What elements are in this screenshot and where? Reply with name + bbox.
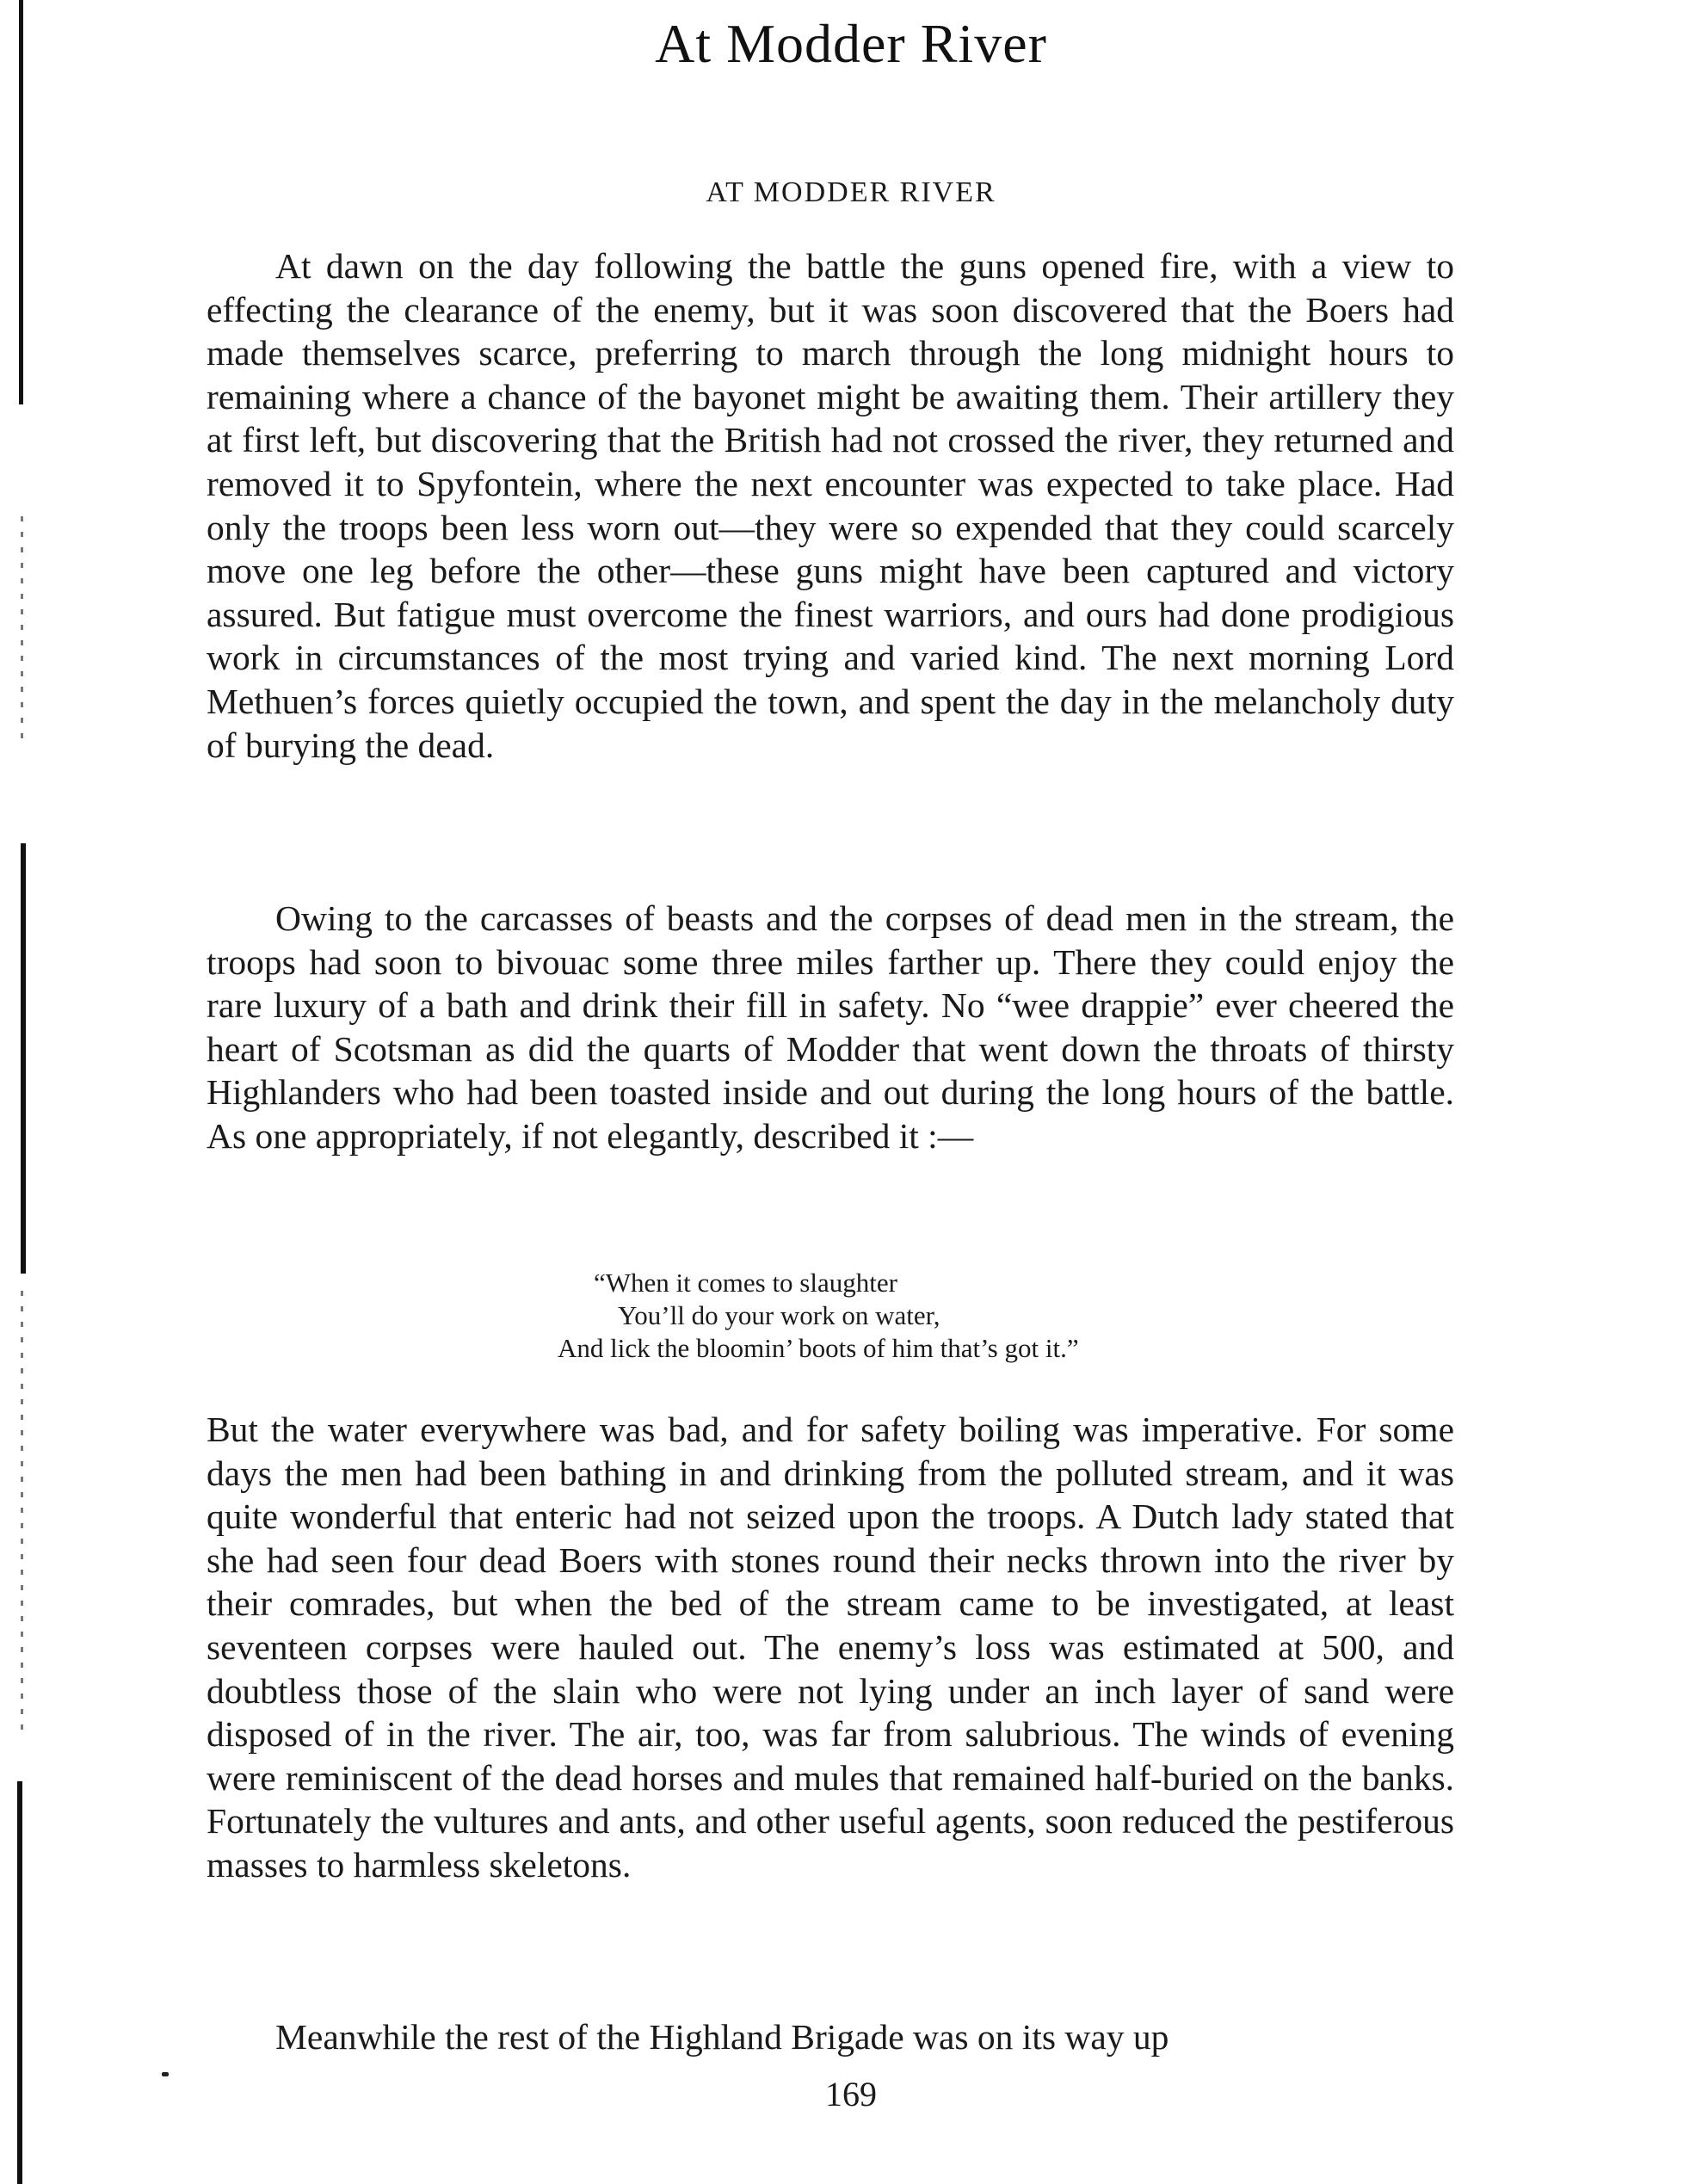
verse-line: “When it comes to slaughter xyxy=(594,1268,897,1298)
paragraph: Meanwhile the rest of the Highland Brigade was on its way up xyxy=(275,2017,1169,2057)
scan-edge-mark-bottom xyxy=(17,1781,22,2184)
paragraph: Owing to the carcasses of beasts and the corpses of dead men in the stream, the troops had soon to bivouac some three miles farther up. There they could enjoy the rare luxury of a bath and drink their fill in safety. No “wee drappie” ever cheered the heart of Scotsman as did the quarts of Modder that went down the throats of thirsty Highlanders who had been toasted inside and out during the long hours of the battle. As one appropriately, if not elegantly, described it :— xyxy=(207,898,1454,1156)
running-head: At Modder River xyxy=(655,13,1047,74)
paragraph: But the water everywhere was bad, and for safety boiling was imperative. For some days the men had been bathing in and drinking from the polluted stream, and it was quite wonderful that enteric had not seized upon the troops. A Dutch lady stated that she had seen four dead Boers with stones round their necks thrown into the river by their comrades, but when the bed of the stream came to be investigated, at least seventeen corpses were hauled out. The enemy’s loss was estimated at 500, and doubtless those of the slain who were not lying under an inch layer of sand were disposed of in the river. The air, too, was far from salubrious. The winds of evening were reminiscent of the dead horses and mules that remained half-buried on the banks. Fortunately the vultures and ants, and other useful agents, soon reduced the pestiferous masses to harmless skeletons. xyxy=(207,1410,1454,1885)
verse-line: And lick the bloomin’ boots of him that’s got it.” xyxy=(558,1333,1079,1363)
section-heading: AT MODDER RIVER xyxy=(706,176,996,208)
paragraph: At dawn on the day following the battle the guns opened fire, with a view to effecting the clearance of the enemy, but it was soon discovered that the Boers had made themselves scarce, preferring to march through the long midnight hours to remaining where a chance of the bayonet might be awaiting them. Their artillery they at first left, but discovering that the British had not crossed the river, they returned and removed it to Spyfontein, where the next encounter was expected to take place. Had only the troops been less worn out—they were so expended that they could scarcely move one leg before the other—these guns might have been captured and victory assured. But fatigue must overcome the finest warriors, and ours had done prodigious work in circumstances of the most trying and varied kind. The next morning Lord Methuen’s forces quietly occupied the town, and spent the day in the melancholy duty of burying the dead. xyxy=(207,246,1454,765)
scan-edge-dots-upper xyxy=(21,516,23,740)
verse-line: You’ll do your work on water, xyxy=(618,1300,940,1330)
scan-edge-mark-middle xyxy=(21,843,26,1274)
scan-edge-dots-lower xyxy=(21,1291,23,1738)
page-number: 169 xyxy=(825,2075,877,2113)
